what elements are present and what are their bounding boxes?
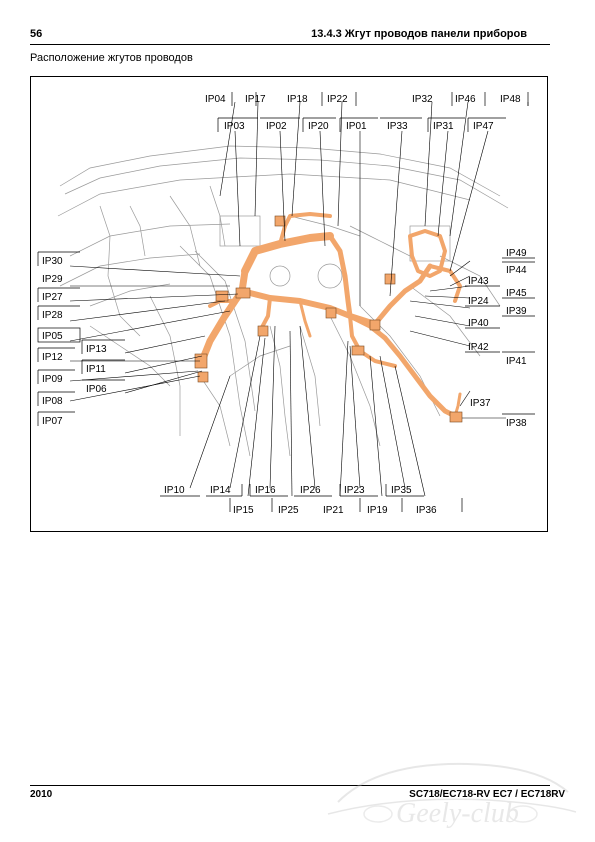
label-ip36: IP36	[416, 505, 437, 516]
label-ip29: IP29	[42, 274, 63, 285]
label-ip12: IP12	[42, 352, 63, 363]
label-ip31: IP31	[433, 121, 454, 132]
label-ip17: IP17	[245, 94, 266, 105]
label-ip14: IP14	[210, 485, 231, 496]
label-ip46: IP46	[455, 94, 476, 105]
label-ip35: IP35	[391, 485, 412, 496]
label-ip15: IP15	[233, 505, 254, 516]
label-group-top-row2	[224, 121, 494, 132]
label-ip27: IP27	[42, 292, 63, 303]
label-ip13: IP13	[86, 344, 107, 355]
watermark-text: Geely-club	[396, 798, 519, 829]
label-ip20: IP20	[308, 121, 329, 132]
label-ip26: IP26	[300, 485, 321, 496]
label-ip25: IP25	[278, 505, 299, 516]
label-ip07: IP07	[42, 416, 63, 427]
label-ip11: IP11	[86, 364, 106, 375]
label-ip10: IP10	[164, 485, 185, 496]
label-ip03: IP03	[224, 121, 245, 132]
label-ip43: IP43	[468, 276, 489, 287]
label-ip04: IP04	[205, 94, 226, 105]
label-ip40: IP40	[468, 318, 489, 329]
label-ip41: IP41	[506, 356, 527, 367]
label-ip21: IP21	[323, 505, 344, 516]
label-ip19: IP19	[367, 505, 388, 516]
label-ip44: IP44	[506, 265, 527, 276]
geely-club-watermark	[318, 752, 583, 832]
label-ip22: IP22	[327, 94, 348, 105]
page-subtitle: Расположение жгутов проводов	[30, 52, 193, 64]
label-group-right	[468, 248, 527, 429]
label-group-bottom-row2	[233, 505, 437, 516]
label-ip08: IP08	[42, 396, 63, 407]
section-title: 13.4.3 Жгут проводов панели приборов	[311, 28, 527, 40]
label-ip47: IP47	[473, 121, 494, 132]
label-ip02: IP02	[266, 121, 287, 132]
label-ip39: IP39	[506, 306, 527, 317]
label-ip30: IP30	[42, 256, 63, 267]
label-ip06: IP06	[86, 384, 107, 395]
label-ip05: IP05	[42, 331, 63, 342]
label-ip32: IP32	[412, 94, 433, 105]
label-ip49: IP49	[506, 248, 527, 259]
label-ip18: IP18	[287, 94, 308, 105]
label-ip09: IP09	[42, 374, 63, 385]
label-ip38: IP38	[506, 418, 527, 429]
footer-year: 2010	[30, 789, 53, 800]
label-ip16: IP16	[255, 485, 276, 496]
label-group-bottom-row1	[164, 485, 412, 496]
label-ip33: IP33	[387, 121, 408, 132]
label-ip23: IP23	[344, 485, 365, 496]
label-group-top-row1	[205, 94, 521, 105]
label-ip42: IP42	[468, 342, 489, 353]
label-ip37: IP37	[470, 398, 491, 409]
label-group-left	[42, 256, 107, 427]
wiring-harness-diagram	[30, 76, 548, 532]
label-ip45: IP45	[506, 288, 527, 299]
label-ip24: IP24	[468, 296, 489, 307]
page-number: 56	[30, 28, 43, 40]
header-rule	[30, 44, 550, 45]
label-ip48: IP48	[500, 94, 521, 105]
harness-connectors	[195, 216, 462, 422]
label-ip01: IP01	[346, 121, 367, 132]
label-ip28: IP28	[42, 310, 63, 321]
footer-model: SC718/EC718-RV EC7 / EC718RV	[409, 789, 565, 800]
